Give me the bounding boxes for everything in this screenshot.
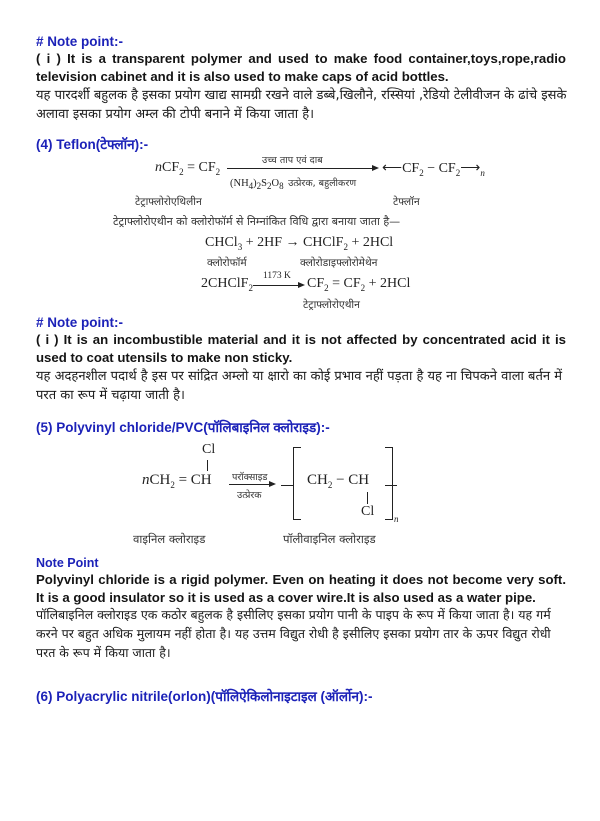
pvc-note-english: Polyvinyl chloride is a rigid polymer. Even on heating it does not become very soft. It is a good insulator so it is used as a cover wire.It is also used as a water pipe. [36, 572, 566, 605]
arrow-head-icon [298, 282, 305, 288]
subscript: 2 [267, 181, 272, 192]
teflon-intro: टेट्राफ्लोरोएथीन को क्लोरोफॉर्म से निम्नांकित विधि द्वारा बनाया जाता है— [113, 215, 401, 228]
eq-text: 2CHClF [201, 276, 249, 291]
arrow-head-icon [269, 481, 276, 487]
label-vinyl-chloride: वाइनिल क्लोराइड [133, 532, 206, 546]
subscript: 2 [170, 480, 175, 490]
subscript: 2 [455, 167, 461, 178]
vinyl-chloride-formula [142, 472, 212, 490]
catalyst-text: S [261, 178, 268, 189]
temperature-condition: 1173 K [263, 271, 291, 281]
bond-line [207, 460, 208, 471]
note-1-english: ( i ) It is a transparent polymer and used to make food container,toys,rope,radio television cabinet and it is also used to make caps of acid bottles. [36, 51, 566, 84]
label-tetrafluoroethene: टेट्राफ्लोरोएथीन [303, 299, 360, 311]
n-subscript: n [480, 167, 485, 178]
subscript: 4 [248, 181, 254, 192]
arrow-condition-bottom [230, 173, 356, 191]
formula-text: = CH [174, 472, 212, 488]
pvc-note-heading: Note Point [36, 556, 99, 570]
subscript: 2 [179, 166, 184, 177]
eq-text: CHCl [205, 235, 238, 250]
reaction-arrow [253, 285, 299, 286]
cl-substituent-top: Cl [202, 442, 216, 457]
n-subscript [394, 514, 399, 524]
teflon-heading: (4) Teflon(टेफ्लॉन):- [36, 137, 149, 152]
label-tetrafluoroethylene: टेट्राफ्लोरोएथिलीन [135, 196, 202, 208]
label-chlorodifluoromethane: क्लोरोडाइफ्लोरोमेथेन [300, 257, 378, 269]
teflon-product [382, 160, 485, 178]
n-coefficient: n [142, 472, 150, 488]
subscript: 2 [215, 166, 221, 177]
n-italic: n [394, 514, 399, 524]
eq-text: = CF [328, 276, 361, 291]
eq-text: + 2HF → CHClF [242, 235, 344, 250]
bond-line [367, 492, 368, 504]
reaction-2-equation [205, 235, 393, 252]
catalyst-text: (NH [230, 178, 249, 189]
note-2-hindi: यह अदहनशील पदार्थ है इस पर सांद्रित अम्लो या क्षारो का कोई प्रभाव नहीं पड़ता है यह ना चिपकने वाला बर्तन में परत का रूप में चढ़ाया जाती है। [36, 369, 562, 403]
reaction-3-product [307, 276, 410, 293]
catalyst-text: O [271, 178, 280, 189]
arrow-condition-top: उच्च ताप एवं दाब [262, 155, 323, 166]
catalyst-hindi: उत्प्रेरक, बहुलीकरण [288, 178, 357, 189]
product-text: ⟵CF [382, 161, 420, 176]
catalyst-text: ) [253, 178, 257, 189]
pvc-note-hindi: पॉलिबाइनिल क्लोराइड एक कठोर बहुलक है इसीलिए इसका प्रयोग पानी के पाइप के रूप में किया जाता है। यह गर्म करने पर बहुत अधिक मुलायम नहीं होता है। यह उत्तम विद्युत रोधी है इसीलिए इसका प्रयोग तार के ऊपर विद्युत रोधी परत के रूप में किया जाता है। [36, 607, 551, 660]
subscript: 2 [327, 480, 333, 490]
subscript: 2 [324, 282, 329, 293]
formula-text: − CH [332, 472, 370, 488]
pvc-repeat-unit [307, 472, 369, 490]
formula-text: CH [307, 472, 328, 488]
subscript: 2 [343, 241, 348, 252]
left-bracket [293, 447, 301, 520]
product-text: ⟶ [460, 161, 481, 176]
reaction-arrow [227, 168, 373, 169]
label-teflon: टेफ्लॉन [393, 196, 420, 208]
reaction-3-reactant [201, 276, 253, 293]
n-coefficient: n [155, 160, 162, 175]
subscript: 2 [419, 167, 424, 178]
note-heading-2: # Note point:- [36, 315, 123, 330]
eq-text: CF [307, 276, 325, 291]
right-bracket [385, 447, 393, 520]
orlon-heading: (6) Polyacrylic nitrile(orlon)(पॉलिऐकिलोनाइटाइल (ऑर्लोन):- [36, 689, 373, 704]
pvc-heading: (5) Polyvinyl chloride/PVC(पॉलिबाइनिल क्लोराइड):- [36, 420, 330, 435]
note-2-english: ( i ) It is an incombustible material and it is not affected by concentrated acid it is used to coat utensils to make non sticky. [36, 332, 566, 365]
eq-text: + 2HCl [365, 276, 411, 291]
product-text: − CF [423, 161, 456, 176]
note-heading-1: # Note point:- [36, 34, 123, 49]
reaction-arrow [229, 484, 270, 485]
label-chloroform: क्लोरोफॉर्म [207, 257, 247, 269]
teflon-reactant [155, 160, 220, 177]
subscript: 2 [256, 181, 262, 192]
subscript: 3 [237, 241, 243, 252]
subscript: 8 [279, 181, 284, 192]
note-1-hindi: यह पारदर्शी बहुलक है इसका प्रयोग खाद्य सामग्री रखने वाले डब्बे,खिलौने, रस्सियां ,रेडियो टेलीवीजन के ढांचे इसके अलावा इसका प्रयोग अम्ल की टोपी बनाने में किया जाता है। [36, 88, 567, 122]
arrow-head-icon [372, 165, 379, 171]
cf-text: CF [162, 160, 180, 175]
label-polyvinyl-chloride: पॉलीवाइनिल क्लोराइड [283, 532, 376, 546]
subscript: 2 [248, 282, 253, 293]
formula-text: CH [149, 472, 171, 488]
subscript: 2 [360, 282, 366, 293]
eq-text: + 2HCl [347, 235, 394, 250]
arrow-condition-peroxide: परॉक्साइड [232, 472, 268, 483]
bond-line [281, 485, 293, 486]
cl-substituent-bottom: Cl [361, 504, 375, 519]
arrow-condition-catalyst: उत्प्रेरक [237, 490, 262, 501]
cf-text: = CF [183, 160, 216, 175]
